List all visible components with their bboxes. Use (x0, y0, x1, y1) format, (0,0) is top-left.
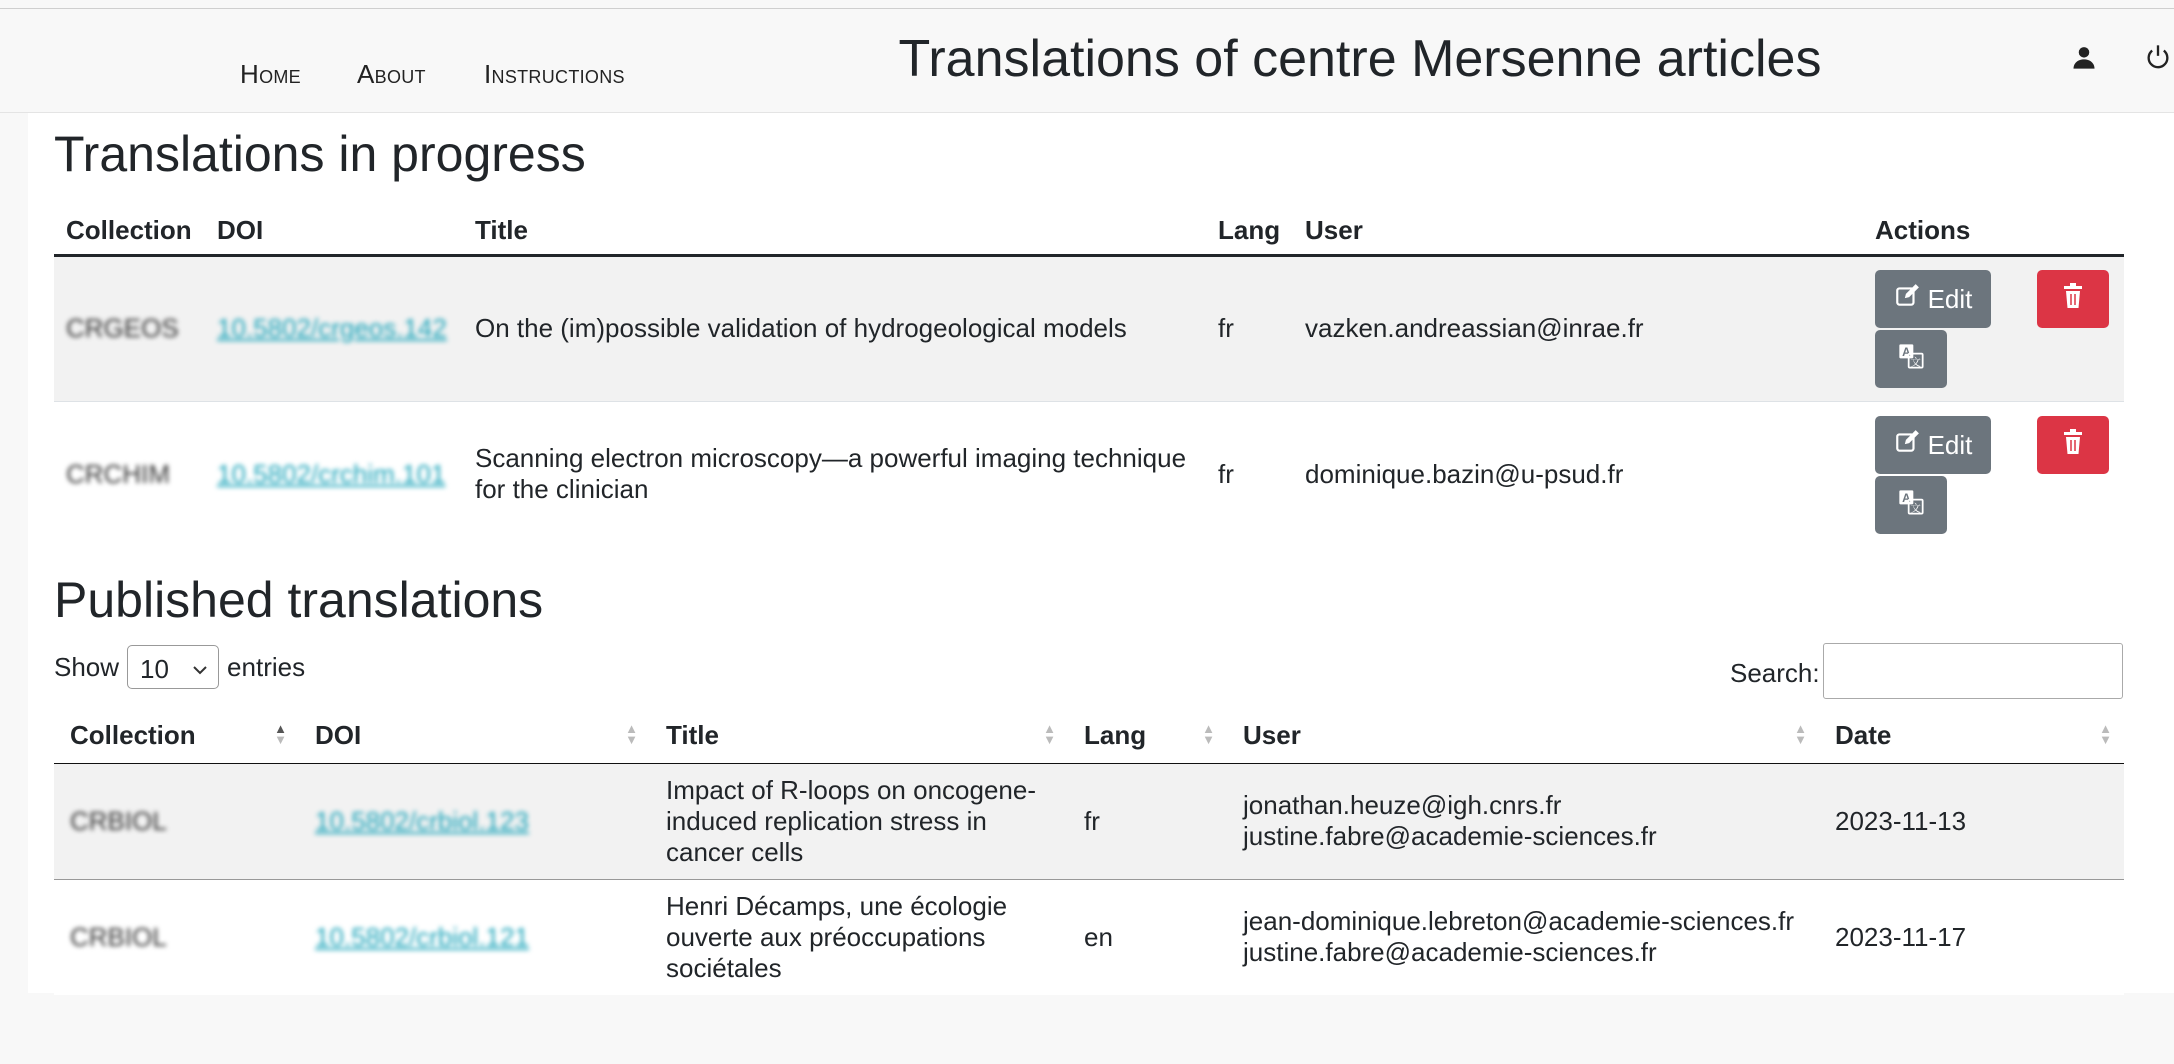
svg-text:文: 文 (1910, 355, 1921, 368)
col-collection-sortable[interactable] (54, 709, 299, 763)
col-doi: DOI (217, 214, 264, 245)
col-doi-sortable[interactable] (299, 709, 650, 763)
title-cell: Impact of R-loops on oncogene-induced replication stress in cancer cells (666, 774, 1036, 867)
user-cell: vazken.andreassian@inrae.fr (1305, 313, 1644, 343)
search-input[interactable] (1823, 643, 2123, 699)
translate-button[interactable] (1875, 330, 1947, 388)
translate-button[interactable] (1875, 476, 1947, 534)
lang-cell: en (1084, 921, 1113, 952)
collection-cell: CRCHIM (66, 458, 170, 489)
delete-button[interactable] (2037, 416, 2109, 474)
translate-icon (1897, 488, 1925, 523)
nav-about-link[interactable]: About (357, 59, 426, 89)
doi-link[interactable]: 10.5802/crgeos.142 (217, 313, 447, 343)
col-title: Title (475, 214, 528, 245)
doi-link[interactable]: 10.5802/crbiol.123 (315, 805, 529, 836)
doi-link[interactable]: 10.5802/crchim.101 (217, 458, 446, 489)
edit-label: Edit (1927, 283, 1973, 314)
user-email: jonathan.heuze@igh.cnrs.fr (1243, 790, 1562, 820)
col-lang: Lang (1218, 214, 1281, 245)
site-title: Translations of centre Mersenne articles (898, 30, 1822, 88)
col-user-sortable[interactable] (1227, 709, 1819, 763)
edit-button[interactable] (1875, 416, 1991, 474)
col-label: Date (1835, 720, 1892, 751)
doi-link[interactable]: 10.5802/crbiol.121 (315, 921, 529, 952)
title-cell: On the (im)possible validation of hydrogeological models (475, 313, 1127, 343)
col-user: User (1305, 214, 1363, 245)
collection-cell: CRBIOL (70, 921, 167, 952)
entries-label: entries (227, 651, 306, 682)
user-email: jean-dominique.lebreton@academie-sciences.fr (1243, 906, 1795, 937)
in-progress-table (54, 207, 2124, 547)
translate-icon (1897, 342, 1925, 377)
col-label: Title (666, 720, 719, 751)
in-progress-header-row (54, 207, 2124, 255)
sort-icon: ▲ ▼ (625, 721, 638, 747)
navbar (0, 9, 2174, 113)
col-label: DOI (315, 720, 362, 751)
edit-icon (1894, 283, 1920, 316)
col-date-sortable[interactable] (1819, 709, 2124, 763)
sort-icon: ▲ ▼ (1202, 721, 1215, 747)
edit-button[interactable] (1875, 270, 1991, 328)
col-label: Lang (1084, 720, 1147, 751)
sort-icon: ▲ ▼ (274, 721, 287, 747)
user-cell (1227, 763, 1819, 879)
search-label: Search: (1730, 658, 1820, 688)
show-label: Show (54, 651, 120, 682)
main-content (28, 113, 2174, 993)
power-icon[interactable] (2144, 43, 2172, 71)
date-cell: 2023-11-17 (1835, 921, 1967, 952)
col-lang-sortable[interactable] (1068, 709, 1227, 763)
table-row (54, 255, 2124, 401)
lang-cell: fr (1218, 458, 1234, 489)
user-cell (1227, 879, 1819, 995)
page-size-select[interactable] (127, 645, 219, 689)
user-email: justine.fabre@academie-sciences.fr (1243, 821, 1657, 851)
date-cell: 2023-11-13 (1835, 805, 1967, 836)
edit-icon (1894, 429, 1920, 462)
user-email: justine.fabre@academie-sciences.fr (1243, 937, 1657, 968)
svg-text:文: 文 (1910, 501, 1921, 514)
sort-icon: ▲ ▼ (2099, 721, 2112, 747)
page-size-control (54, 644, 305, 690)
published-heading: Published translations (54, 572, 544, 628)
lang-cell: fr (1084, 805, 1100, 836)
published-header-row (54, 709, 2124, 763)
col-actions: Actions (1875, 214, 1971, 245)
published-table (54, 709, 2124, 995)
title-cell: Henri Décamps, une écologie ouverte aux préoccupations sociétales (666, 890, 1008, 983)
table-row (54, 879, 2124, 995)
lang-cell: fr (1218, 313, 1234, 343)
collection-cell: CRBIOL (70, 805, 167, 836)
col-label: Collection (70, 720, 196, 751)
svg-text:A: A (1902, 345, 1911, 359)
nav-home-link[interactable]: Home (240, 59, 301, 89)
table-row (54, 401, 2124, 547)
collection-cell: CRGEOS (66, 313, 179, 343)
nav-instructions-link[interactable]: Instructions (484, 59, 625, 89)
in-progress-heading: Translations in progress (54, 126, 586, 182)
delete-button[interactable] (2037, 270, 2109, 328)
edit-label: Edit (1927, 429, 1973, 460)
sort-icon: ▲ ▼ (1794, 721, 1807, 747)
col-collection: Collection (66, 214, 192, 245)
title-cell: Scanning electron microscopy—a powerful imaging technique for the clinician (475, 443, 1187, 505)
page-size-value: 10 (140, 654, 169, 684)
trash-icon (2061, 429, 2085, 462)
sort-icon: ▲ ▼ (1043, 721, 1056, 747)
user-icon[interactable] (2070, 43, 2098, 71)
col-label: User (1243, 720, 1301, 751)
table-row (54, 763, 2124, 879)
user-cell: dominique.bazin@u-psud.fr (1305, 458, 1624, 489)
chevron-down-icon (190, 656, 210, 687)
svg-text:A: A (1902, 491, 1911, 505)
col-title-sortable[interactable] (650, 709, 1068, 763)
trash-icon (2061, 283, 2085, 316)
